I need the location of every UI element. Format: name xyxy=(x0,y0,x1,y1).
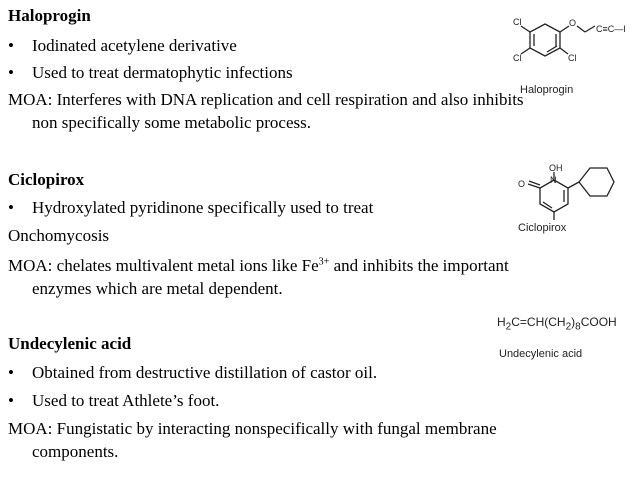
iron-charge: 3+ xyxy=(318,256,330,268)
bullet-glyph: • xyxy=(8,391,14,410)
formula-part: H xyxy=(497,315,506,329)
formula-subscript: 2 xyxy=(505,321,512,333)
ciclopirox-structure xyxy=(512,160,638,224)
haloprogin-bullet-2: Used to treat dermatophytic infections xyxy=(32,63,293,82)
formula-subscript: 2 xyxy=(565,321,572,333)
haloprogin-moa-line-1: MOA: Interferes with DNA replication and cell respiration and also inhibits xyxy=(8,90,524,109)
ciclopirox-heading: Ciclopirox xyxy=(8,170,85,189)
ciclopirox-bullet: Hydroxylated pyridinone specifically used to treat xyxy=(32,198,374,217)
undecylenic-bullet-2: Used to treat Athlete’s foot. xyxy=(32,391,220,410)
chlorine-label: Cl xyxy=(568,53,577,63)
bullet-glyph: • xyxy=(8,363,14,382)
ciclopirox-line-2: Onchomycosis xyxy=(8,226,110,245)
oxygen-label: O xyxy=(518,179,526,189)
bullet-glyph: • xyxy=(8,63,14,82)
haloprogin-moa-line-2: non specifically some metabolic process. xyxy=(32,113,311,132)
formula-part: C=CH(CH xyxy=(511,315,566,329)
formula-part: ) xyxy=(571,315,576,329)
alkyne-iodide-label: C≡C—I xyxy=(596,24,626,34)
bullet-glyph: • xyxy=(8,36,14,55)
ciclopirox-moa-line-1 xyxy=(8,256,509,276)
hydroxyl-label: OH xyxy=(549,163,563,173)
undecylenic-caption: Undecylenic acid xyxy=(499,348,583,360)
ciclopirox-moa-post: and inhibits the important xyxy=(329,256,509,275)
undecylenic-moa-line-1: MOA: Fungistatic by interacting nonspecifically with fungal membrane xyxy=(8,419,497,438)
haloprogin-caption: Haloprogin xyxy=(520,84,574,96)
haloprogin-structure xyxy=(505,10,635,90)
chlorine-label: Cl xyxy=(513,17,522,27)
formula-subscript: 8 xyxy=(575,321,581,333)
ciclopirox-moa-line-2: enzymes which are metal dependent. xyxy=(32,279,283,298)
undecylenic-bullet-1: Obtained from destructive distillation of castor oil. xyxy=(32,363,378,382)
haloprogin-bullet-1: Iodinated acetylene derivative xyxy=(32,36,237,55)
ciclopirox-moa-pre: MOA: chelates multivalent metal ions like Fe xyxy=(8,256,319,275)
chlorine-label: Cl xyxy=(513,53,522,63)
undecylenic-moa-line-2: components. xyxy=(32,442,119,461)
undecylenic-heading: Undecylenic acid xyxy=(8,334,132,353)
haloprogin-heading: Haloprogin xyxy=(8,6,91,25)
undecylenic-formula xyxy=(497,315,617,332)
oxygen-label: O xyxy=(569,18,577,28)
bullet-glyph: • xyxy=(8,198,14,217)
ciclopirox-caption: Ciclopirox xyxy=(518,222,567,234)
nitrogen-label: N xyxy=(550,175,557,185)
formula-part: COOH xyxy=(580,315,617,329)
